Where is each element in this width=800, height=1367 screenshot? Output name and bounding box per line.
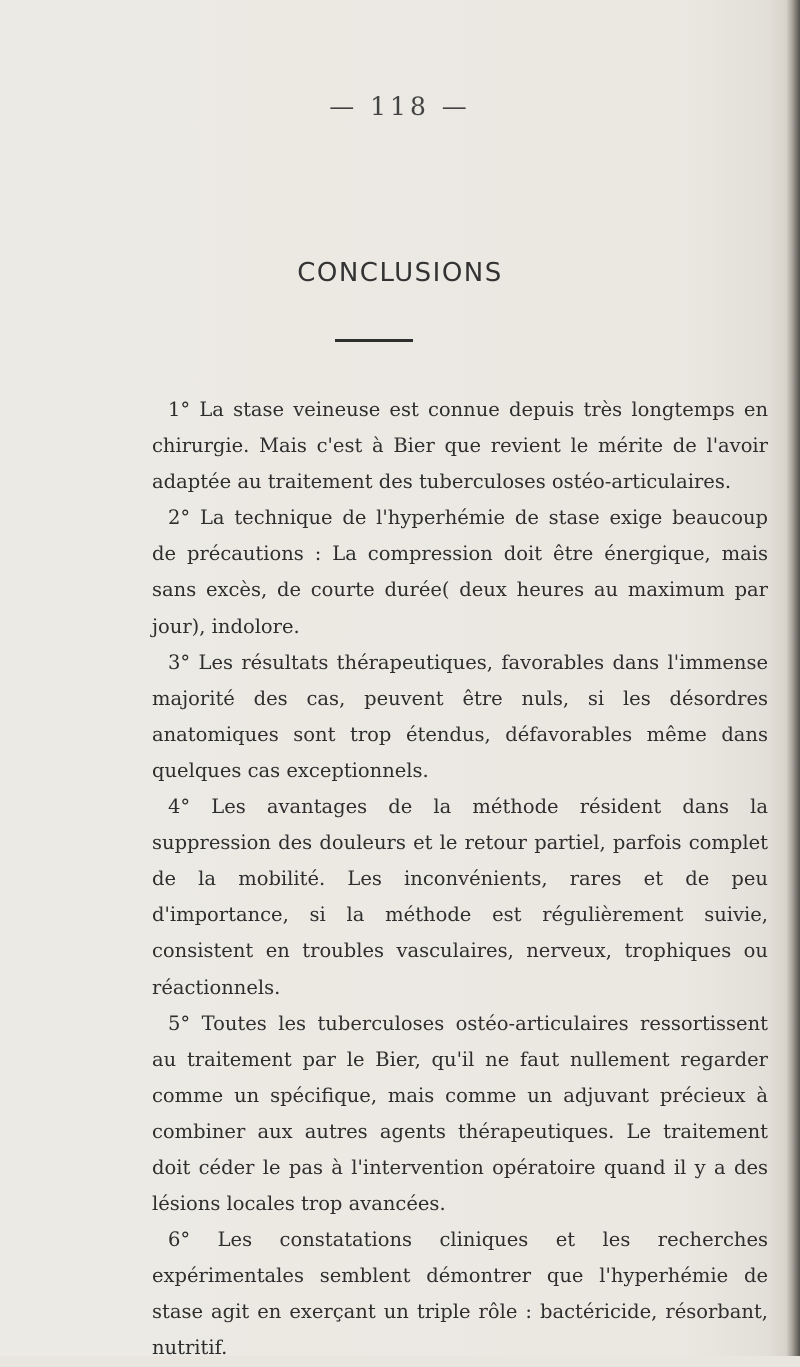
heading-rule bbox=[335, 339, 413, 342]
conclusion-paragraph-4: 4° Les avantages de la méthode résident dans la suppression des douleurs et le retour partiel, parfois complet de la mobilité. Les inconvénients, rares et de peu d'importance, si la méthode est régulièrement suivie, consistent en troubles vasculaires, nerveux, trophiques ou réactionnels. bbox=[152, 795, 768, 999]
conclusion-paragraph-1: 1° La stase veineuse est connue depuis très longtemps en chirurgie. Mais c'est à Bier que revient le mérite de l'avoir adaptée au traitement des tuberculoses ostéo-articulaires. bbox=[152, 398, 768, 494]
conclusion-paragraph-6: 6° Les constatations cliniques et les recherches expérimentales semblent démontrer que l'hyperhémie de stase agit en exerçant un triple rôle : bactéricide, résorbant, nutritif. bbox=[152, 1228, 768, 1360]
conclusion-paragraph-5: 5° Toutes les tuberculoses ostéo-articulaires ressortissent au traitement par le Bier, qu'il ne faut nullement regarder comme un spécifique, mais comme un adjuvant précieux à combiner aux autres agents thérapeutiques. Le traitement doit céder le pas à l'intervention opératoire quand il y a des lésions locales trop avancées. bbox=[152, 1011, 768, 1216]
page-binding-edge bbox=[786, 0, 800, 1356]
conclusions-list bbox=[152, 392, 768, 1367]
section-heading: CONCLUSIONS bbox=[297, 258, 503, 288]
page-number: — 118 — bbox=[329, 92, 471, 121]
conclusion-paragraph-2: 2° La technique de l'hyperhémie de stase exige beaucoup de précautions : La compression doit être énergique, mais sans excès, de courte durée( deux heures au maximum par jour), indolore. bbox=[152, 506, 768, 638]
conclusion-paragraph-3: 3° Les résultats thérapeutiques, favorables dans l'immense majorité des cas, peuvent être nuls, si les désordres anatomiques sont trop étendus, défavorables même dans quelques cas exceptionnels. bbox=[152, 650, 768, 782]
